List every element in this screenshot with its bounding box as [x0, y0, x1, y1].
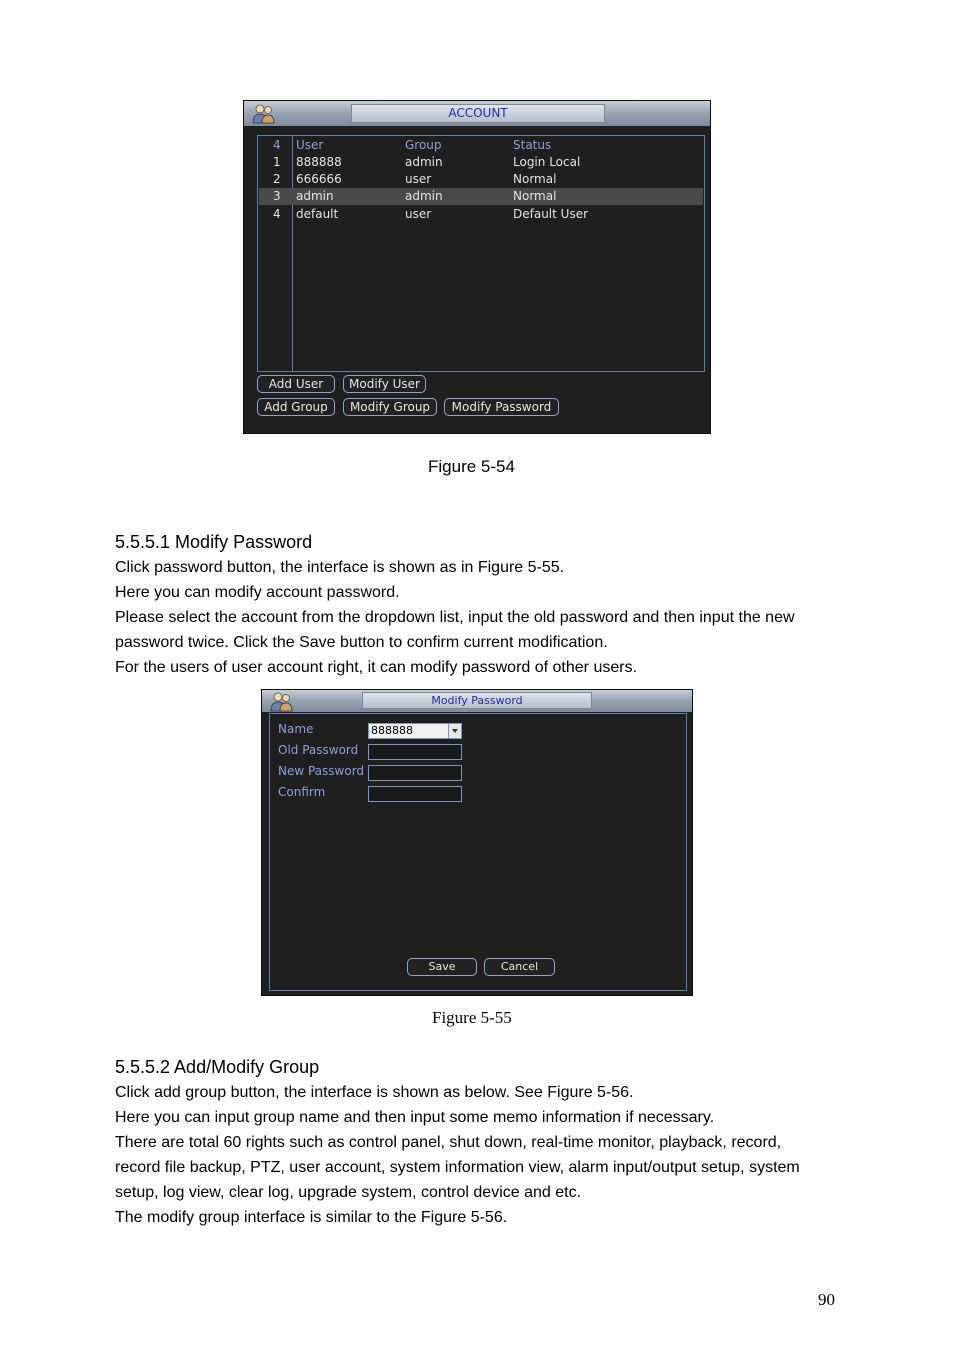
confirm-field[interactable] [368, 786, 462, 802]
account-window [243, 100, 711, 434]
section-heading-add-modify-group: 5.5.5.2 Add/Modify Group [115, 1057, 320, 1077]
status-column-header[interactable]: Status [513, 138, 552, 152]
row-user: default [296, 207, 339, 221]
figure-55-caption: Figure 5-55 [432, 1008, 512, 1027]
paragraph-line: There are total 60 rights such as control panel, shut down, real-time monitor, playback, record, [115, 1134, 782, 1151]
modify-password-panel [269, 713, 687, 991]
paragraph-line: record file backup, PTZ, user account, system information view, alarm input/output setup, system [115, 1159, 800, 1176]
row-user: admin [296, 189, 334, 203]
row-status: Normal [513, 172, 557, 186]
page-number: 90 [818, 1290, 835, 1309]
users-icon [252, 103, 276, 124]
confirm-label: Confirm [278, 785, 326, 799]
row-user: 666666 [296, 172, 342, 186]
paragraph-line: setup, log view, clear log, upgrade system, control device and etc. [115, 1184, 582, 1201]
cancel-button[interactable]: Cancel [484, 958, 555, 976]
row-group: user [405, 172, 432, 186]
paragraph-line: Please select the account from the dropdown list, input the old password and then input the new [115, 609, 795, 626]
users-icon [270, 691, 294, 712]
save-button[interactable]: Save [407, 958, 477, 976]
row-number: 4 [273, 207, 281, 221]
table-row-selected[interactable] [259, 188, 703, 205]
account-table [257, 135, 705, 372]
add-user-button[interactable]: Add User [257, 375, 335, 393]
paragraph-line: Click password button, the interface is shown as in Figure 5-55. [115, 559, 565, 576]
modify-password-button[interactable]: Modify Password [444, 398, 559, 416]
new-password-field[interactable] [368, 765, 462, 781]
modify-group-button[interactable]: Modify Group [343, 398, 437, 416]
row-group: user [405, 207, 432, 221]
account-title-bar [244, 101, 710, 126]
row-number: 2 [273, 172, 281, 186]
modify-password-window [261, 689, 693, 996]
user-column-header[interactable]: User [296, 138, 324, 152]
table-row[interactable] [259, 206, 703, 223]
row-number: 1 [273, 155, 281, 169]
add-group-button[interactable]: Add Group [257, 398, 335, 416]
paragraph-line: Here you can input group name and then input some memo information if necessary. [115, 1109, 715, 1126]
row-user: 888888 [296, 155, 342, 169]
paragraph-line: The modify group interface is similar to the Figure 5-56. [115, 1209, 508, 1226]
figure-54-caption: Figure 5-54 [428, 457, 515, 476]
section-heading-modify-password: 5.5.5.1 Modify Password [115, 532, 313, 552]
name-label: Name [278, 722, 314, 736]
table-header [259, 137, 703, 154]
row-status: Default User [513, 207, 589, 221]
group-column-header[interactable]: Group [405, 138, 442, 152]
name-dropdown-value: 888888 [371, 724, 413, 737]
paragraph-line: Click add group button, the interface is shown as below. See Figure 5-56. [115, 1084, 634, 1101]
modify-password-title-bar [262, 690, 692, 712]
paragraph-line: Here you can modify account password. [115, 584, 400, 601]
count-header: 4 [273, 138, 281, 152]
paragraph-line: password twice. Click the Save button to confirm current modification. [115, 634, 608, 651]
paragraph-line: For the users of user account right, it can modify password of other users. [115, 659, 638, 676]
row-number: 3 [273, 189, 281, 203]
row-group: admin [405, 189, 443, 203]
name-dropdown[interactable] [368, 723, 462, 739]
chevron-down-icon[interactable] [448, 724, 461, 738]
modify-user-button[interactable]: Modify User [343, 375, 426, 393]
old-password-label: Old Password [278, 743, 359, 757]
account-title: ACCOUNT [351, 104, 605, 123]
new-password-label: New Password [278, 764, 365, 778]
row-status: Login Local [513, 155, 581, 169]
table-row[interactable] [259, 154, 703, 171]
row-status: Normal [513, 189, 557, 203]
old-password-field[interactable] [368, 744, 462, 760]
modify-password-title: Modify Password [362, 692, 592, 709]
row-group: admin [405, 155, 443, 169]
table-row[interactable] [259, 171, 703, 188]
